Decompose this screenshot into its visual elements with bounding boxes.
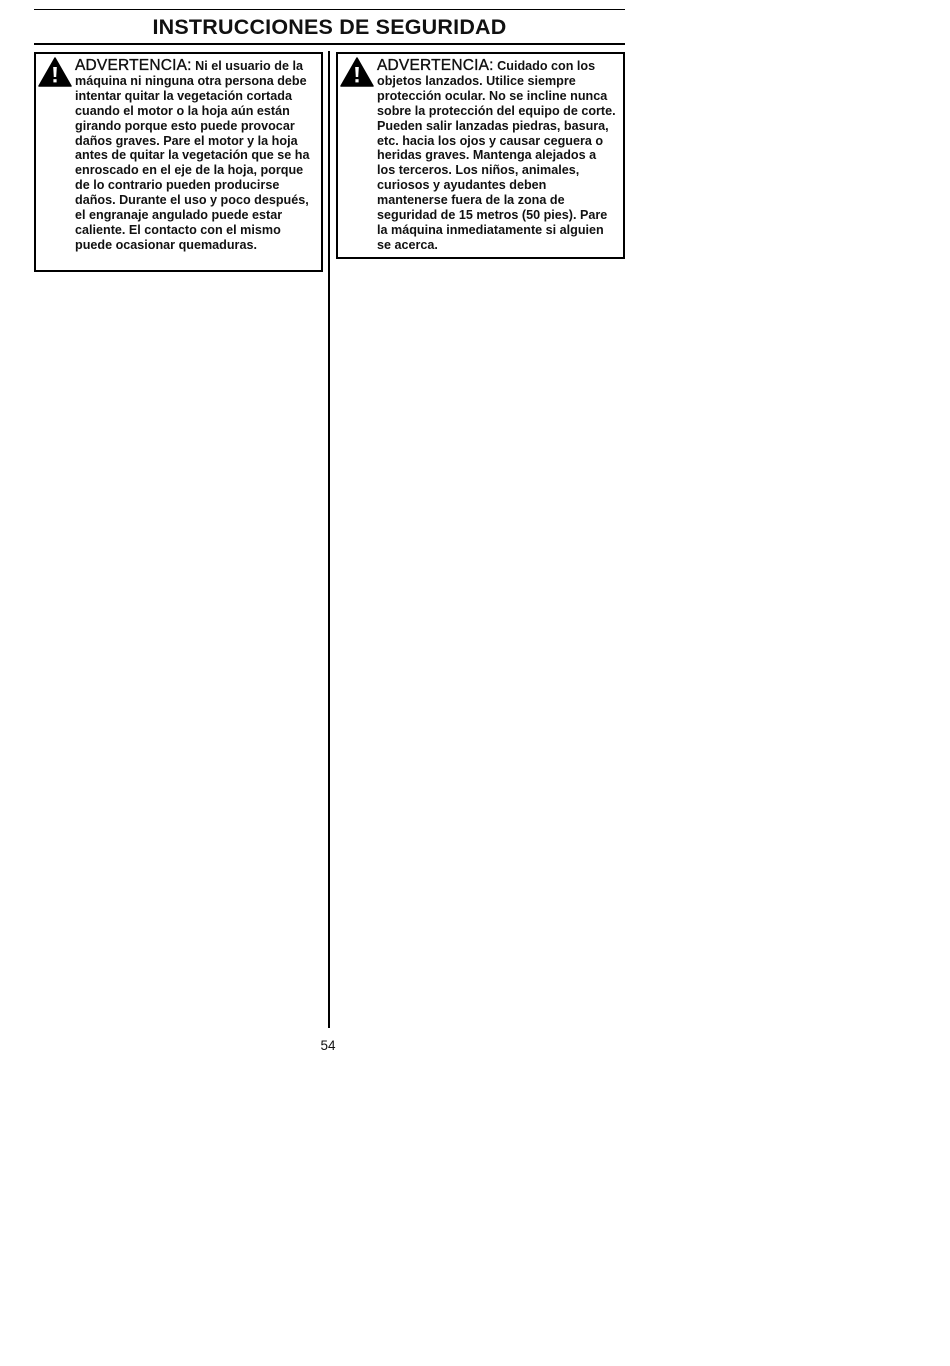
warning-label-left: ADVERTENCIA: — [75, 57, 192, 74]
warning-box-right — [336, 52, 625, 259]
page-title: INSTRUCCIONES DE SEGURIDAD — [152, 15, 507, 39]
column-divider — [328, 51, 330, 1028]
warning-triangle-icon — [340, 57, 374, 87]
warning-body-left: Ni el usuario de la máquina ni ninguna otra persona debe intentar quitar la vegetación cortada cuando el motor o la hoja aún están girando porque esto puede provocar daños graves. Pare el motor y la hoja antes de quitar la vegetación que se ha enroscado en el eje de la hoja, porque de lo contrario pueden producirse daños. Durante el uso y poco después, el engranaje angulado puede estar caliente. El contacto con el mismo puede ocasionar quemaduras. — [75, 59, 310, 252]
title-underline — [34, 43, 625, 45]
warning-body-right: Cuidado con los objetos lanzados. Utilice siempre protección ocular. No se incline nunca sobre la protección del equipo de corte. Pueden salir lanzadas piedras, basura, etc. hacia los ojos y causar ceguera o heridas graves. Mantenga alejados a los terceros. Los niños, animales, curiosos y ayudantes deben mantenerse fuera de la zona de seguridad de 15 metros (50 pies). Pare la máquina inmediatamente si alguien se acerca. — [377, 59, 616, 252]
warning-text-left — [75, 59, 315, 253]
top-rule — [34, 9, 625, 10]
warning-triangle-icon — [38, 57, 72, 87]
warning-box-left — [34, 52, 323, 272]
page-number: 54 — [320, 1038, 336, 1053]
warning-label-right: ADVERTENCIA: — [377, 57, 494, 74]
warning-text-right — [377, 59, 617, 253]
